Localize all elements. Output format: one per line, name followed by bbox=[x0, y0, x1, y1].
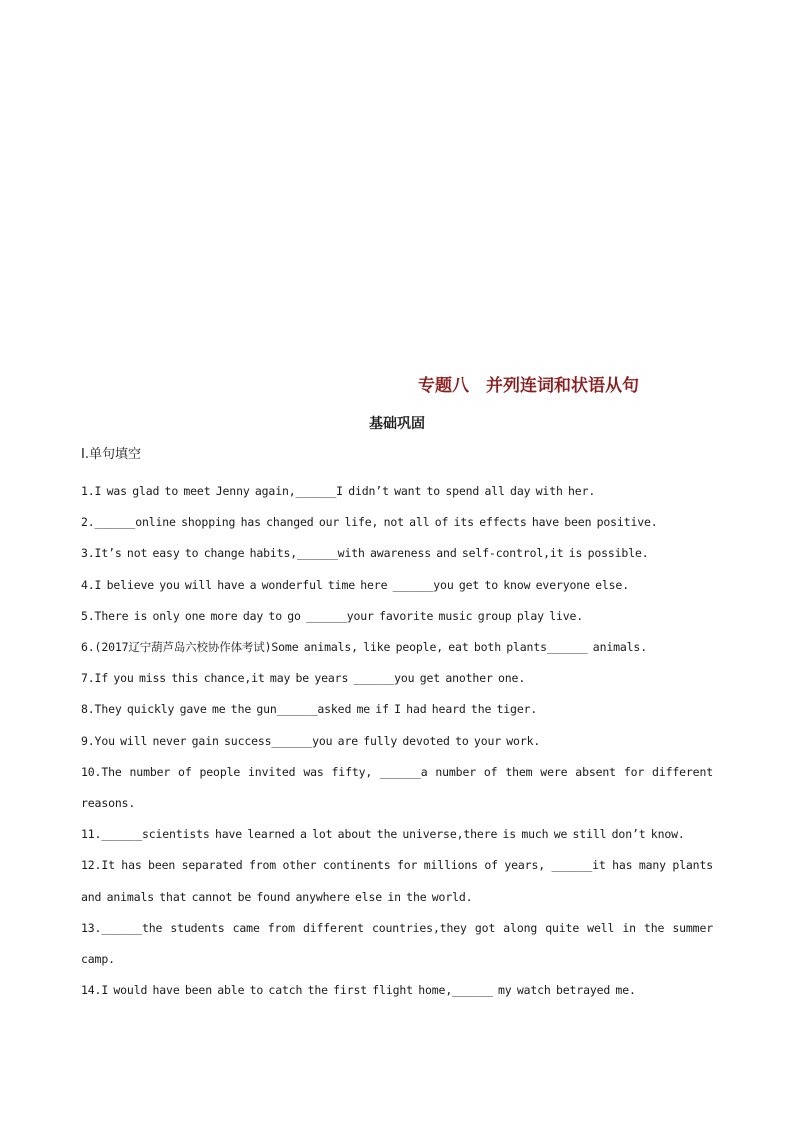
question-12: 12.It has been separated from other continents for millions of years, ______it has many plants and animals that cannot be found anywhere else in the world. bbox=[81, 858, 713, 904]
question-6: 6.(2017辽宁葫芦岛六校协作体考试)Some animals, like people, eat both plants______ animals. bbox=[81, 640, 647, 655]
question-list bbox=[81, 476, 713, 1006]
part-label: Ⅰ.单句填空 bbox=[81, 447, 141, 462]
page-title: 专题八 并列连词和状语从句 bbox=[418, 376, 639, 396]
question-13: 13.______the students came from different countries,they got along quite well in the summer camp. bbox=[81, 920, 713, 967]
question-7: 7.If you miss this chance,it may be years ______you get another one. bbox=[81, 671, 526, 686]
question-10: 10.The number of people invited was fifty, ______a number of them were absent for different reasons. bbox=[81, 764, 713, 811]
question-4: 4.I believe you will have a wonderful time here ______you get to know everyone else. bbox=[81, 577, 629, 592]
question-5: 5.There is only one more day to go ______your favorite music group play live. bbox=[81, 608, 584, 623]
question-9: 9.You will never gain success______you are fully devoted to your work. bbox=[81, 733, 541, 748]
question-8: 8.They quickly gave me the gun______asked me if I had heard the tiger. bbox=[81, 702, 538, 717]
question-3: 3.It’s not easy to change habits,______with awareness and self-control,it is possible. bbox=[81, 546, 649, 561]
question-11: 11.______scientists have learned a lot about the universe,there is much we still don’t know. bbox=[81, 827, 685, 842]
question-1: 1.I was glad to meet Jenny again,______I didn’t want to spend all day with her. bbox=[81, 484, 596, 498]
section-title: 基础巩固 bbox=[369, 416, 425, 432]
question-14: 14.I would have been able to catch the first flight home,______ my watch betrayed me. bbox=[81, 983, 636, 998]
question-2: 2.______online shopping has changed our life, not all of its effects have been positive. bbox=[81, 515, 658, 530]
